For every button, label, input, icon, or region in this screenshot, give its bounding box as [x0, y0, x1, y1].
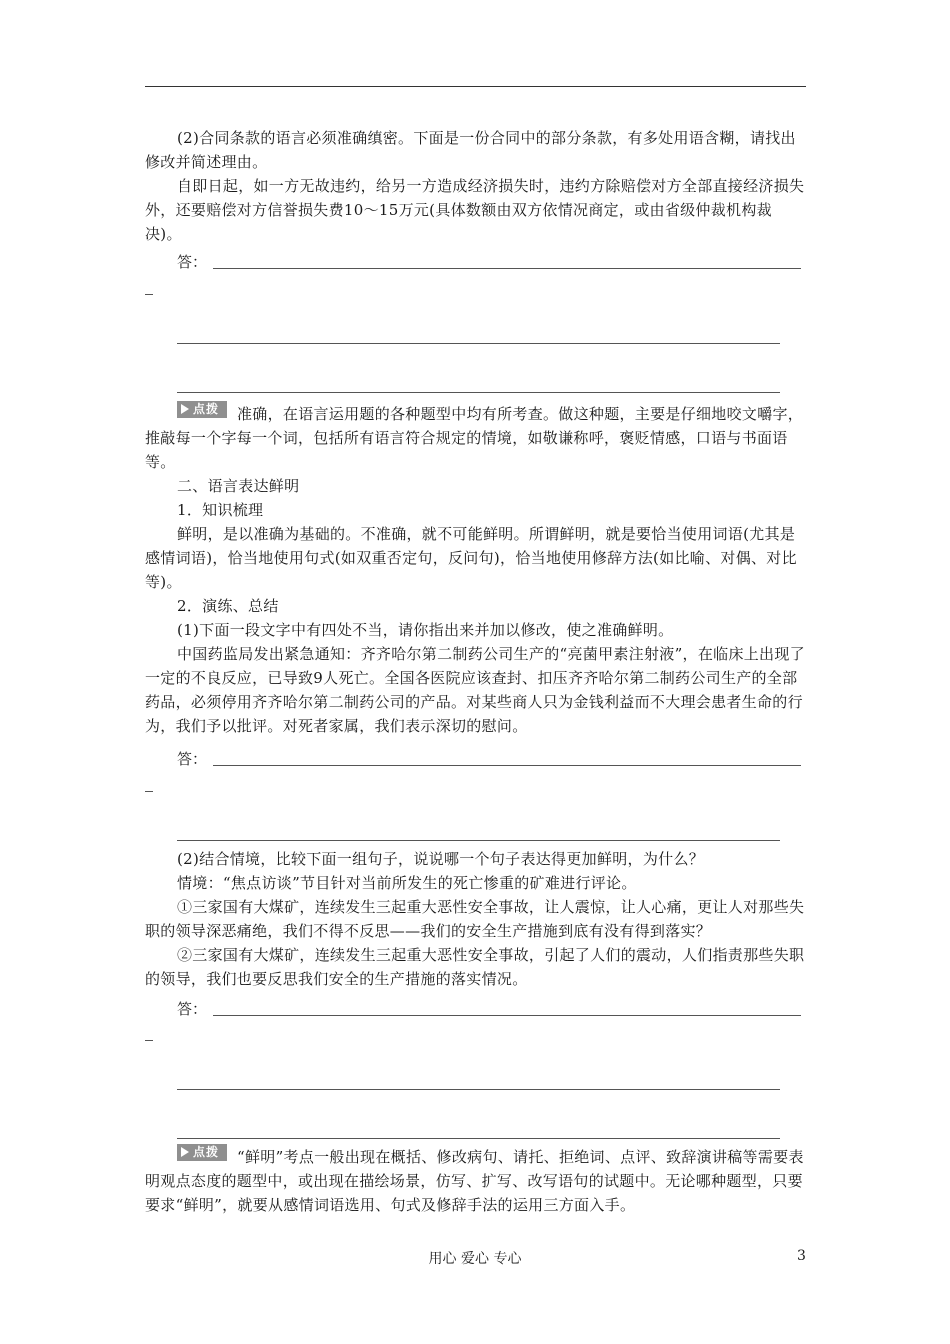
tip-badge: 点拨 [177, 1144, 227, 1161]
contract-clause: 自即日起，如一方无故违约，给另一方造成经济损失时，违约方除赔偿对方全部直接经济损失外，还要赔偿对方信誉损失费10～15万元(具体数额由双方依情况商定，或由省级仲裁机构裁决)。 [145, 177, 805, 243]
tip-2-text: “鲜明”考点一般出现在概括、修改病句、请托、拒绝词、点评、致辞演讲稿等需要表明观点态度的题型中，或出现在描绘场景，仿写、扩写、改写语句的试题中。无论哪种题型，只要要求“鲜明”，就要从感情词语选用、句式及修辞手法的运用三方面入手。 [145, 1148, 804, 1214]
answer-line[interactable] [213, 268, 801, 269]
question-2b-text: (2)结合情境，比较下面一组句子，说说哪一个句子表达得更加鲜明，为什么？ [177, 850, 705, 868]
arrow-icon [181, 404, 189, 414]
header-rule [145, 86, 806, 87]
page-number: 3 [797, 1248, 806, 1264]
answer-line[interactable] [213, 765, 801, 766]
tip-2-paragraph [145, 1144, 808, 1217]
context-text: 情境：“焦点访谈”节目针对当前所发生的死亡惨重的矿难进行评论。 [177, 874, 637, 892]
arrow-icon [181, 1147, 189, 1157]
question-2-block [145, 126, 808, 246]
section-heading: 二、语言表达鲜明 [177, 477, 300, 495]
answer-label: 答： [177, 750, 208, 768]
tip-1-block [145, 401, 808, 474]
footer-slogan: 用心 爱心 专心 [428, 1251, 522, 1267]
tip-badge: 点拨 [177, 401, 227, 418]
notice-text: 中国药监局发出紧急通知：齐齐哈尔第二制药公司生产的“亮菌甲素注射液”，在临床上出现了一定的不良反应，已导致9人死亡。全国各医院应该查封、扣压齐齐哈尔第二制药公司生产的全部药品，必须停用齐齐哈尔第二制药公司的产品。对某些商人只为金钱利益而不大理会患者生命的行为，我们予以批评。对死者家属，我们表示深切的慰问。 [145, 645, 805, 735]
sentence-1: ①三家国有大煤矿，连续发生三起重大恶性安全事故，让人震惊，让人心痛，更让人对那些失职的领导深恶痛绝，我们不得不反思——我们的安全生产措施到底有没有得到落实？ [145, 898, 805, 940]
answer-line[interactable] [177, 1138, 780, 1139]
answer-line[interactable] [177, 1089, 780, 1090]
answer-label: 答： [177, 1000, 208, 1018]
knowledge-text: 鲜明，是以准确为基础的。不准确，就不可能鲜明。所谓鲜明，就是要恰当使用词语(尤其是感情词语)，恰当地使用句式(如双重否定句，反问句)，恰当地使用修辞方法(如比喻、对偶、对比等)。 [145, 525, 797, 591]
question-2-text: (2)合同条款的语言必须准确缜密。下面是一份合同中的部分条款，有多处用语含糊，请找出修改并简述理由。 [145, 129, 796, 171]
tip-1-text: 准确，在语言运用题的各种题型中均有所考查。做这种题，主要是仔细地咬文嚼字，推敲每一个字每一个词，包括所有语言符合规定的情境，如敬谦称呼，褒贬情感，口语与书面语等。 [145, 405, 804, 471]
answer-dash [145, 791, 153, 792]
tip-2-block [145, 1144, 808, 1217]
subheading-knowledge: 1．知识梳理 [177, 501, 264, 519]
answer-line[interactable] [213, 1015, 801, 1016]
subheading-practice: 2．演练、总结 [177, 597, 279, 615]
answer-line[interactable] [177, 840, 780, 841]
answer-line[interactable] [177, 392, 780, 393]
question-2b-block [145, 847, 808, 991]
answer-row-1 [177, 252, 801, 272]
answer-dash [145, 294, 153, 295]
answer-dash [145, 1040, 153, 1041]
answer-row-3 [177, 999, 801, 1019]
answer-label: 答： [177, 253, 208, 271]
tip-1-paragraph [145, 401, 808, 474]
answer-row-2 [177, 749, 801, 769]
section-2-block [145, 474, 808, 738]
answer-line[interactable] [177, 343, 780, 344]
sentence-2: ②三家国有大煤矿，连续发生三起重大恶性安全事故，引起了人们的震动，人们指责那些失职的领导，我们也要反思我们安全的生产措施的落实情况。 [145, 946, 805, 988]
question-1-text: (1)下面一段文字中有四处不当，请你指出来并加以修改，使之准确鲜明。 [177, 621, 674, 639]
